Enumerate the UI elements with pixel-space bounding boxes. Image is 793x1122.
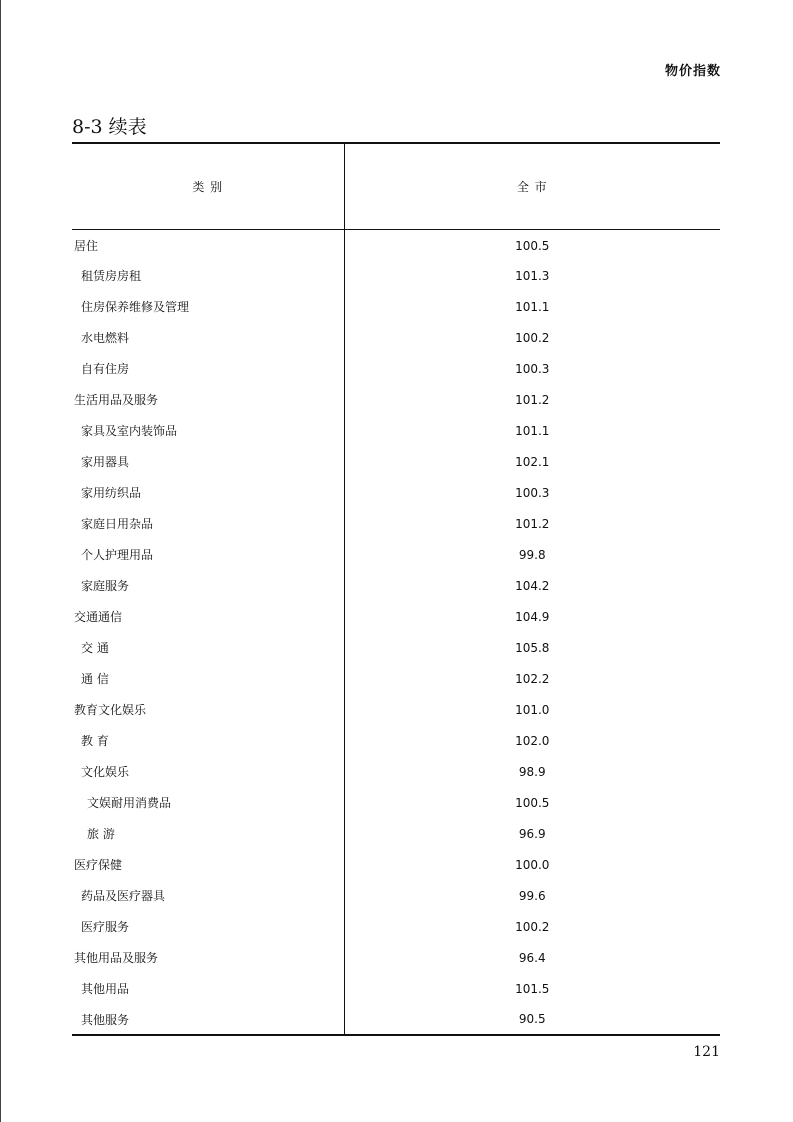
table-row xyxy=(72,1004,720,1035)
page-edge xyxy=(0,0,1,1122)
index-value: 101.1 xyxy=(515,423,550,438)
index-value: 101.5 xyxy=(515,981,550,996)
index-value: 100.0 xyxy=(515,857,550,872)
index-value: 96.9 xyxy=(518,826,546,841)
table-body xyxy=(72,229,720,1035)
category-label: 其他用品及服务 xyxy=(72,942,344,973)
table-row xyxy=(72,446,720,477)
index-value: 100.3 xyxy=(515,361,550,376)
category-label: 文娱耐用消费品 xyxy=(72,787,344,818)
category-label: 教 育 xyxy=(72,725,344,756)
table-row xyxy=(72,942,720,973)
table-row xyxy=(72,787,720,818)
category-label: 其他服务 xyxy=(72,1004,344,1035)
table-row xyxy=(72,291,720,322)
table-row xyxy=(72,260,720,291)
table-row xyxy=(72,756,720,787)
table-row xyxy=(72,322,720,353)
category-label: 水电燃料 xyxy=(72,322,344,353)
category-label: 个人护理用品 xyxy=(72,539,344,570)
index-value: 96.4 xyxy=(518,950,546,965)
category-label: 旅 游 xyxy=(72,818,344,849)
index-value: 100.2 xyxy=(515,330,550,345)
category-label: 租赁房房租 xyxy=(72,260,344,291)
category-label: 生活用品及服务 xyxy=(72,384,344,415)
index-value: 100.3 xyxy=(515,485,550,500)
category-label: 住房保养维修及管理 xyxy=(72,291,344,322)
category-label: 家庭日用杂品 xyxy=(72,508,344,539)
index-value: 98.9 xyxy=(518,764,546,779)
index-value: 102.0 xyxy=(515,733,550,748)
table-row xyxy=(72,539,720,570)
category-label: 其他用品 xyxy=(72,973,344,1004)
category-label: 家具及室内装饰品 xyxy=(72,415,344,446)
table-row xyxy=(72,849,720,880)
category-label: 家庭服务 xyxy=(72,570,344,601)
running-head: 物价指数 xyxy=(664,64,721,79)
table-row xyxy=(72,477,720,508)
category-label: 家用器具 xyxy=(72,446,344,477)
table-row xyxy=(72,973,720,1004)
table-row xyxy=(72,570,720,601)
index-value: 102.2 xyxy=(515,671,550,686)
index-value: 101.1 xyxy=(515,299,550,314)
index-value: 99.8 xyxy=(518,547,546,562)
category-label: 居住 xyxy=(72,229,344,260)
table-row xyxy=(72,415,720,446)
table-header-row xyxy=(72,143,720,229)
category-label: 教育文化娱乐 xyxy=(72,694,344,725)
index-value: 101.0 xyxy=(515,702,550,717)
index-value: 104.2 xyxy=(515,578,550,593)
table-row xyxy=(72,384,720,415)
index-value: 101.2 xyxy=(515,392,550,407)
table-title: 8-3 续表 xyxy=(72,116,147,138)
page-number: 121 xyxy=(693,1044,720,1060)
table-row xyxy=(72,663,720,694)
header-city: 全 市 xyxy=(344,143,720,229)
category-label: 医疗保健 xyxy=(72,849,344,880)
table-row xyxy=(72,632,720,663)
table-row xyxy=(72,508,720,539)
index-value: 100.5 xyxy=(515,238,550,253)
category-label: 医疗服务 xyxy=(72,911,344,942)
index-value: 104.9 xyxy=(515,609,550,624)
index-value: 101.3 xyxy=(515,268,550,283)
index-value: 100.5 xyxy=(515,795,550,810)
table-row xyxy=(72,229,720,260)
table-row xyxy=(72,725,720,756)
index-value: 100.2 xyxy=(515,919,550,934)
table-row xyxy=(72,911,720,942)
price-index-table xyxy=(72,142,720,1036)
table-row xyxy=(72,818,720,849)
index-value: 105.8 xyxy=(515,640,550,655)
category-label: 家用纺织品 xyxy=(72,477,344,508)
table-row xyxy=(72,601,720,632)
table-row xyxy=(72,353,720,384)
category-label: 通 信 xyxy=(72,663,344,694)
table-row xyxy=(72,880,720,911)
category-label: 交 通 xyxy=(72,632,344,663)
category-label: 交通通信 xyxy=(72,601,344,632)
table-row xyxy=(72,694,720,725)
index-value: 101.2 xyxy=(515,516,550,531)
category-label: 药品及医疗器具 xyxy=(72,880,344,911)
index-value: 90.5 xyxy=(344,1004,720,1035)
header-category: 类 别 xyxy=(72,143,344,229)
category-label: 文化娱乐 xyxy=(72,756,344,787)
index-value: 99.6 xyxy=(518,888,546,903)
index-value: 102.1 xyxy=(515,454,550,469)
category-label: 自有住房 xyxy=(72,353,344,384)
